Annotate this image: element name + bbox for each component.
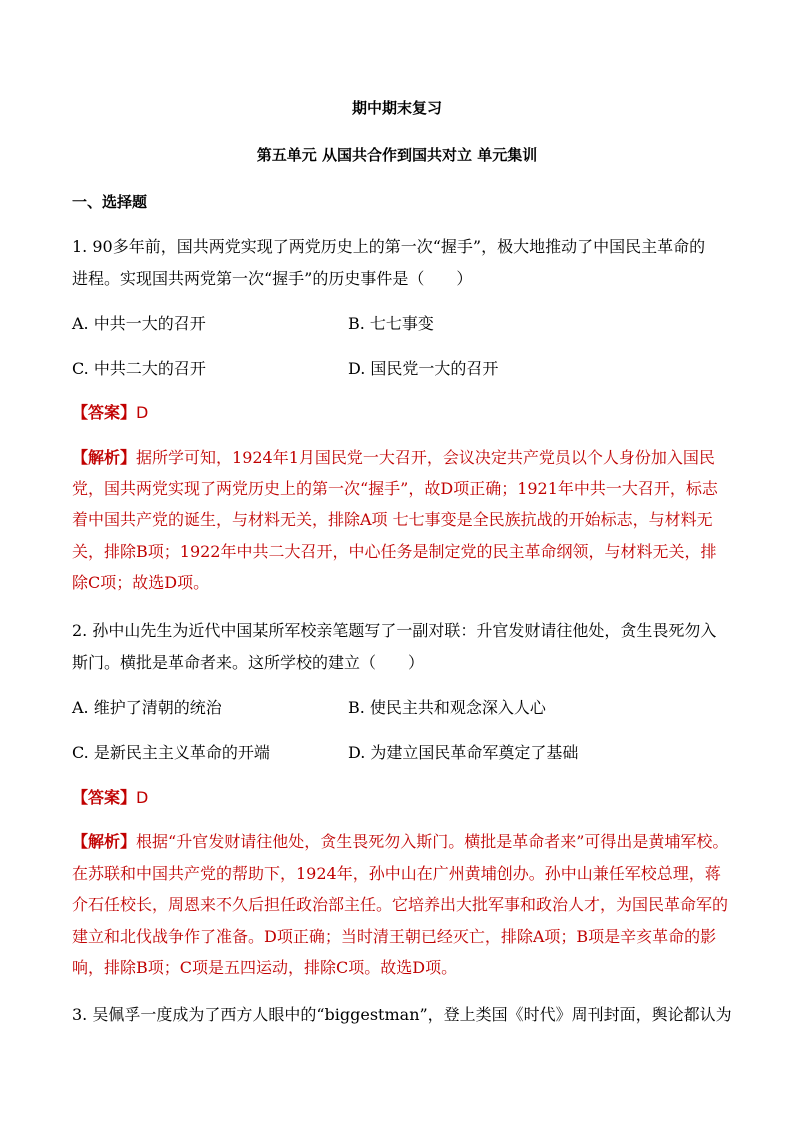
section-heading: 一、选择题 (72, 193, 148, 211)
q1-option-d: D. 国民党一大的召开 (348, 359, 499, 378)
answer-label: 【答案】 (72, 403, 137, 422)
answer-label: 【答案】 (72, 788, 137, 807)
q2-analysis-line-2: 在苏联和中国共产党的帮助下，1924年，孙中山在广州黄埔创办。孙中山兼任军校总理，蒋 (72, 864, 721, 883)
q3-stem-line-1: 3. 吴佩孚一度成为了西方人眼中的“biggestman”，登上类国《时代》周刊封面，舆论都认为 (72, 1005, 732, 1024)
answer-value: D (136, 403, 149, 422)
document-title: 期中期末复习 (351, 99, 442, 117)
q2-analysis-line-3: 介石任校长，周恩来不久后担任政治部主任。它培养出大批军事和政治人才，为国民革命军的 (72, 895, 729, 914)
q2-stem-line-1: 2. 孙中山先生为近代中国某所军校亲笔题写了一副对联：升官发财请往他处，贪生畏死勿入 (72, 621, 717, 640)
q1-analysis-line-3: 着中国共产党的诞生，与材料无关，排除A项 七七事变是全民族抗战的开始标志，与材料无 (72, 510, 713, 529)
q2-analysis-line-4: 建立和北伐战争作了准备。D项正确；当时清王朝已经灭亡，排除A项；B项是辛亥革命的影 (72, 927, 717, 946)
q2-analysis-line-1: 【解析】根据“升官发财请往他处，贪生畏死勿入斯门。横批是革命者来”可得出是黄埔军校。 (72, 832, 729, 851)
q1-option-a: A. 中共一大的召开 (72, 314, 206, 333)
q1-analysis-line-1: 【解析】据所学可知，1924年1月国民党一大召开，会议决定共产党员以个人身份加入国民 (72, 448, 715, 467)
q1-answer (72, 398, 148, 428)
answer-value: D (136, 788, 149, 807)
q2-option-a: A. 维护了清朝的统治 (72, 698, 222, 717)
q1-analysis-line-5: 除C项；故选D项。 (72, 573, 210, 592)
document-subtitle: 第五单元 从国共合作到国共对立 单元集训 (256, 146, 538, 164)
q1-stem-line-2: 进程。实现国共两党第一次“握手”的历史事件是（ ） (72, 269, 473, 288)
q1-option-b: B. 七七事变 (348, 314, 434, 333)
analysis-label: 【解析】 (72, 448, 137, 467)
q2-option-c: C. 是新民主主义革命的开端 (72, 743, 270, 762)
analysis-label: 【解析】 (72, 832, 137, 851)
q2-stem-line-2: 斯门。横批是革命者来。这所学校的建立（ ） (72, 653, 425, 672)
q2-analysis-line-5: 响，排除B项；C项是五四运动，排除C项。故选D项。 (72, 958, 458, 977)
q1-analysis-line-2: 党，国共两党实现了两党历史上的第一次“握手”，故D项正确；1921年中共一大召开，标志 (72, 479, 718, 498)
q1-option-c: C. 中共二大的召开 (72, 359, 206, 378)
q1-stem-line-1: 1. 90多年前，国共两党实现了两党历史上的第一次“握手”，极大地推动了中国民主革命的 (72, 237, 706, 256)
q2-option-d: D. 为建立国民革命军奠定了基础 (348, 743, 579, 762)
q2-answer (72, 783, 148, 813)
q1-analysis-line-4: 关，排除B项；1922年中共二大召开，中心任务是制定党的民主革命纲领，与材料无关，排 (72, 542, 717, 561)
q2-option-b: B. 使民主共和观念深入人心 (348, 698, 546, 717)
